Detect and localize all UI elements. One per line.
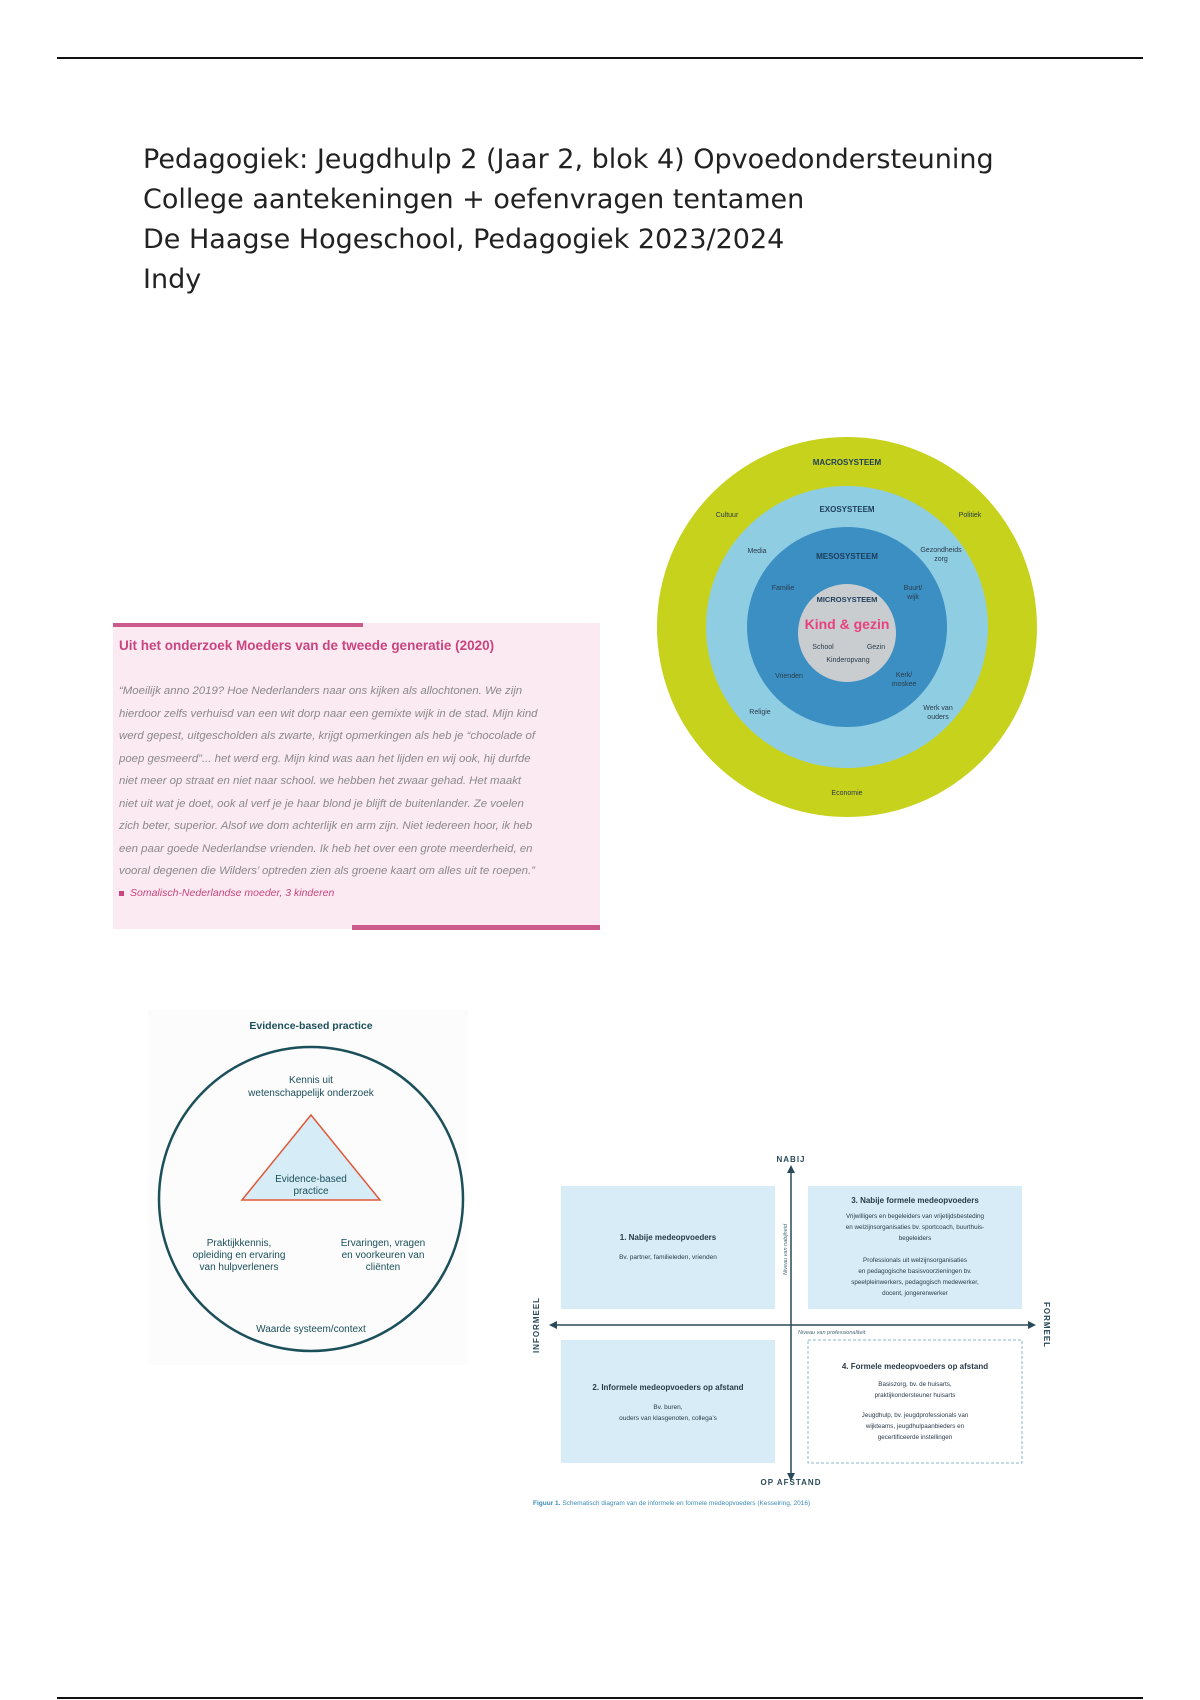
quadrant-4-box (808, 1340, 1022, 1463)
y-axis-title: Niveau van nabijheid (783, 1223, 789, 1275)
bullet-icon (119, 891, 124, 896)
figure-caption-label: Figuur 1. (533, 1500, 561, 1507)
header-line-type: College aantekeningen + oefenvragen tentamen (143, 184, 805, 215)
macro-label-cultuur: Cultuur (715, 512, 739, 519)
exo-label-gezondheidszorg: zorg (934, 556, 948, 563)
exo-label-religie: Religie (749, 709, 771, 716)
quadrant-4-title: 4. Formele medeopvoeders op afstand (841, 1362, 989, 1371)
quote-line: vooral degenen die Wilders’ optreden zien als groene kaart om alles uit te roepen.” (119, 865, 535, 877)
exo-label-media: Media (747, 548, 767, 555)
quadrant-2-title: 2. Informele medeopvoeders op afstand (592, 1383, 744, 1392)
mesosystem-label: MESOSYSTEEM (816, 552, 878, 561)
quadrant-3-title: 3. Nabije formele medeopvoeders (851, 1196, 979, 1205)
ebp-center-label: practice (293, 1186, 329, 1197)
ebp-left-label: Praktijkkennis, (206, 1238, 272, 1249)
micro-label-gezin: Gezin (866, 644, 886, 651)
quote-line: hierdoor zelfs verhuisd van een wit dorp naar een gemixte wijk in de stad. Mijn kind (119, 707, 538, 720)
axis-label-formeel: FORMEEL (1042, 1301, 1051, 1349)
exo-label-gezondheidszorg: Gezondheids (920, 547, 962, 554)
quadrant-3-text: Vrijwilligers en begeleiders van vrijetijdsbesteding (845, 1213, 985, 1220)
quote-line: poep gesmeerd”... het werd erg. Mijn kind was aan het lijden en wij ook, hij durfde (119, 752, 531, 765)
exo-label-werk: Werk van (923, 705, 953, 712)
quote-line: “Moeilijk anno 2019? Hoe Nederlanders naar ons kijken als allochtonen. We zijn (119, 685, 523, 697)
quadrant-3-text: en welzijnsorganisaties bv. sportcoach, buurthuis- (845, 1224, 985, 1231)
quadrant-3-text: speelpleinwerkers, pedagogisch medewerker, (851, 1279, 979, 1286)
figure-caption (533, 1500, 810, 1507)
meso-label-vrienden: Vrienden (775, 673, 803, 680)
quadrant-4-text: praktijkondersteuner huisarts (874, 1392, 956, 1399)
quadrant-4-text: wijkteams, jeugdhulpaanbieders en (865, 1423, 965, 1430)
ebp-left-label: opleiding en ervaring (192, 1250, 286, 1261)
medeopvoeders-quadrant-diagram (525, 1155, 1060, 1510)
ebp-right-label: cliënten (365, 1262, 401, 1273)
macrosystem-label: MACROSYSTEEM (812, 458, 882, 467)
quadrant-3-text: Professionals uit welzijnsorganisaties (863, 1257, 967, 1264)
quadrant-3-text: en pedagogische basisvoorzieningen bv. (858, 1268, 972, 1275)
quadrant-4-text: gecertificeerde instellingen (877, 1434, 953, 1441)
quote-source-text: Somalisch-Nederlandse moeder, 3 kinderen (130, 887, 335, 899)
axis-label-informeel: INFORMEEL (532, 1296, 541, 1354)
micro-label-school: School (812, 644, 834, 651)
quadrant-3-text: begeleiders (898, 1235, 932, 1242)
header-line-school: De Haagse Hogeschool, Pedagogiek 2023/2024 (143, 224, 785, 255)
quote-line: niet meer op straat en niet naar school. we hebben het zwaar gehad. Het maakt (119, 775, 522, 787)
quadrant-4-text: Basiszorg, bv. de huisarts, (878, 1381, 952, 1388)
exosystem-label: EXOSYSTEEM (819, 505, 875, 514)
ebp-left-label: van hulpverleners (199, 1262, 279, 1273)
quote-source (119, 887, 334, 899)
document-header (143, 140, 994, 300)
header-line-course: Pedagogiek: Jeugdhulp 2 (Jaar 2, blok 4) Opvoedondersteuning (143, 144, 994, 175)
quadrant-1-text: Bv. partner, familieleden, vrienden (619, 1254, 717, 1261)
quote-top-bar (113, 623, 363, 627)
quote-line: niet uit wat je doet, ook al verf je je haar blond je blijft de buitenlander. Ze voelen (119, 797, 524, 810)
ebp-right-label: en voorkeuren van (341, 1250, 425, 1261)
quadrant-1-box (561, 1186, 775, 1309)
ebp-title: Evidence-based practice (249, 1020, 373, 1032)
bottom-rule (57, 1697, 1143, 1699)
quadrant-3-text: docent, jongerenwerker (882, 1290, 948, 1297)
ebp-right-label: Ervaringen, vragen (340, 1238, 426, 1249)
quote-line: werd gepest, uitgescholden als zwarte, krijgt opmerkingen als heb je “chocolade of (119, 730, 535, 742)
quote-line: zich beter, superior. Alsof we dom achterlijk en arm zijn. Niet iedereen hoor, ik heb (119, 820, 533, 832)
header-line-author: Indy (143, 264, 202, 295)
quadrant-2-box (561, 1340, 775, 1463)
quote-bottom-bar (352, 925, 600, 930)
microsystem-label: MICROSYSTEEM (816, 595, 878, 604)
meso-label-kerk: Kerk/ (895, 672, 913, 679)
ebp-diagram (148, 1010, 468, 1365)
quote-line: een paar goede Nederlandse vrienden. Ik heb het over een grote meerderheid, en (119, 842, 533, 855)
macro-label-economie: Economie (831, 790, 863, 797)
ebp-center-label: Evidence-based (275, 1174, 347, 1185)
top-rule (57, 57, 1143, 59)
meso-label-familie: Familie (771, 585, 795, 592)
figure-caption-text: Schematisch diagram van de informele en formele medeopvoeders (Kesselring, 2016) (562, 1500, 811, 1507)
axis-label-op-afstand: OP AFSTAND (760, 1478, 822, 1487)
axis-label-nabij: NABIJ (776, 1155, 806, 1164)
quadrant-2-text: Bv. buren, (653, 1404, 683, 1411)
macro-label-politiek: Politiek (958, 512, 982, 519)
meso-label-buurt: wijk (907, 594, 919, 601)
quadrant-2-text: ouders van klasgenoten, collega’s (619, 1415, 717, 1422)
center-label: Kind & gezin (804, 616, 890, 632)
quote-text (119, 680, 595, 883)
ebp-top-label: wetenschappelijk onderzoek (248, 1088, 374, 1099)
meso-label-buurt: Buurt/ (903, 585, 923, 592)
quadrant-4-text: Jeugdhulp, bv. jeugdprofessionals van (861, 1412, 969, 1419)
micro-label-kinderopvang: Kinderopvang (826, 657, 870, 664)
ebp-top-label: Kennis uit (289, 1075, 333, 1086)
x-axis-title: Niveau van professionaliteit (798, 1330, 866, 1336)
exo-label-werk: ouders (927, 714, 949, 721)
quote-title: Uit het onderzoek Moeders van de tweede generatie (2020) (119, 638, 495, 653)
ebp-bottom-label: Waarde systeem/context (256, 1324, 366, 1335)
meso-label-kerk: moskee (891, 681, 917, 688)
quadrant-1-title: 1. Nabije medeopvoeders (619, 1233, 717, 1242)
ecological-model-diagram (640, 420, 1050, 830)
